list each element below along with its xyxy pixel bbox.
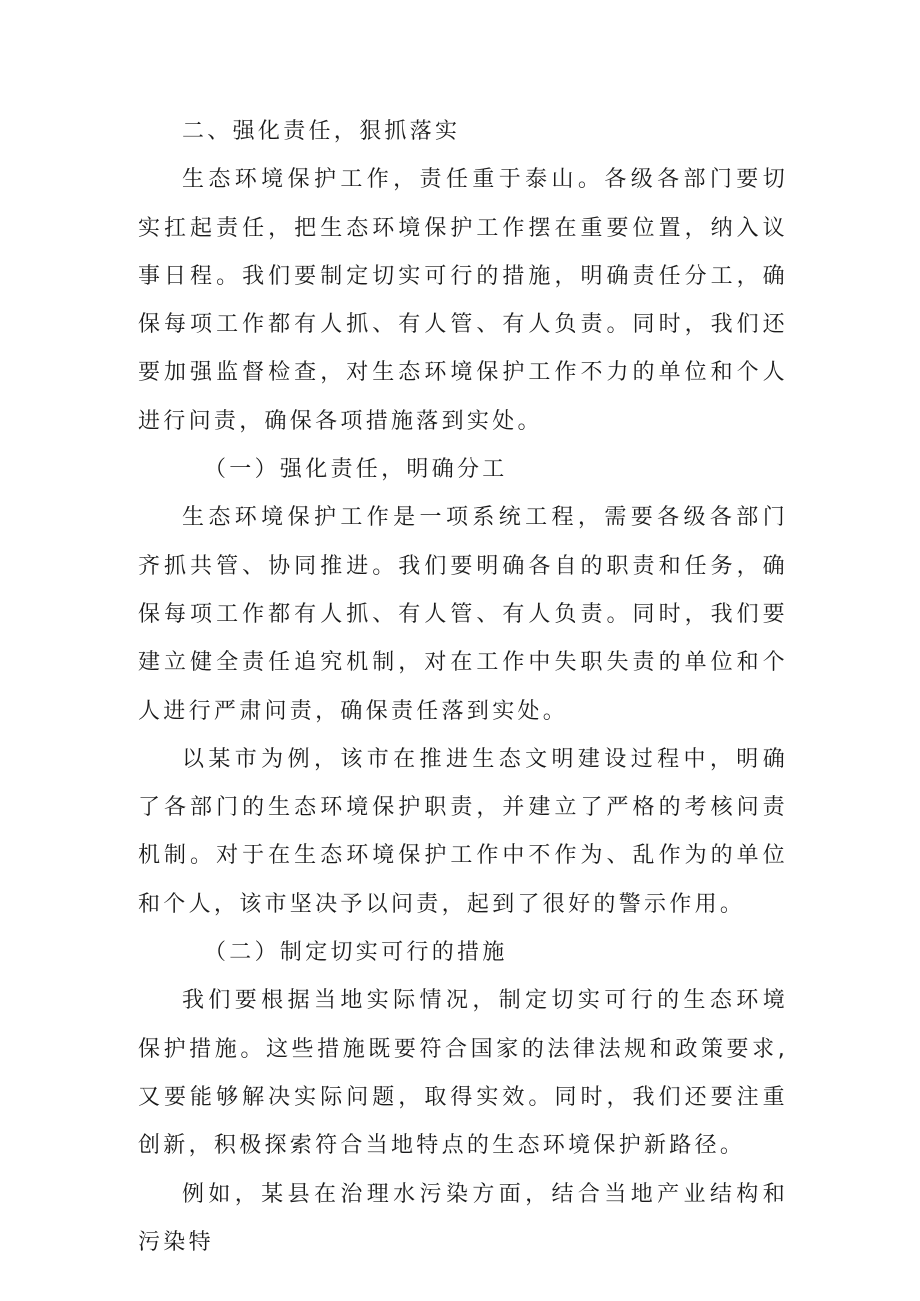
paragraph: 生态环境保护工作，责任重于泰山。各级各部门要切实扛起责任，把生态环境保护工作摆在重要位置，纳入议事日程。我们要制定切实可行的措施，明确责任分工，确保每项工作都有人抓、有人管、有人负责。同时，我们还要加强监督检查，对生态环境保护工作不力的单位和个人进行问责，确保各项措施落到实处。 xyxy=(138,167,788,434)
subsection-heading: （二）制定切实可行的措施 xyxy=(204,940,508,966)
paragraph: 例如，某县在治理水污染方面，结合当地产业结构和污染特 xyxy=(138,1181,788,1255)
section-heading: 二、强化责任，狠抓落实 xyxy=(182,119,461,144)
paragraph: 以某市为例，该市在推进生态文明建设过程中，明确了各部门的生态环境保护职责，并建立了严格的考核问责机制。对于在生态环境保护工作中不作为、乱作为的单位和个人，该市坚决予以问责，起到了很好的警示作用。 xyxy=(138,746,788,917)
document-body xyxy=(138,108,788,1267)
paragraph: 我们要根据当地实际情况，制定切实可行的生态环境保护措施。这些措施既要符合国家的法律法规和政策要求,又要能够解决实际问题，取得实效。同时，我们还要注重创新，积极探索符合当地特点的生态环境保护新路径。 xyxy=(138,988,788,1159)
subsection-heading: （一）强化责任，明确分工 xyxy=(204,457,508,483)
paragraph: 生态环境保护工作是一项系统工程，需要各级各部门齐抓共管、协同推进。我们要明确各自的职责和任务，确保每项工作都有人抓、有人管、有人负责。同时，我们要建立健全责任追究机制，对在工作中失职失责的单位和个人进行严肃问责，确保责任落到实处。 xyxy=(138,505,788,724)
